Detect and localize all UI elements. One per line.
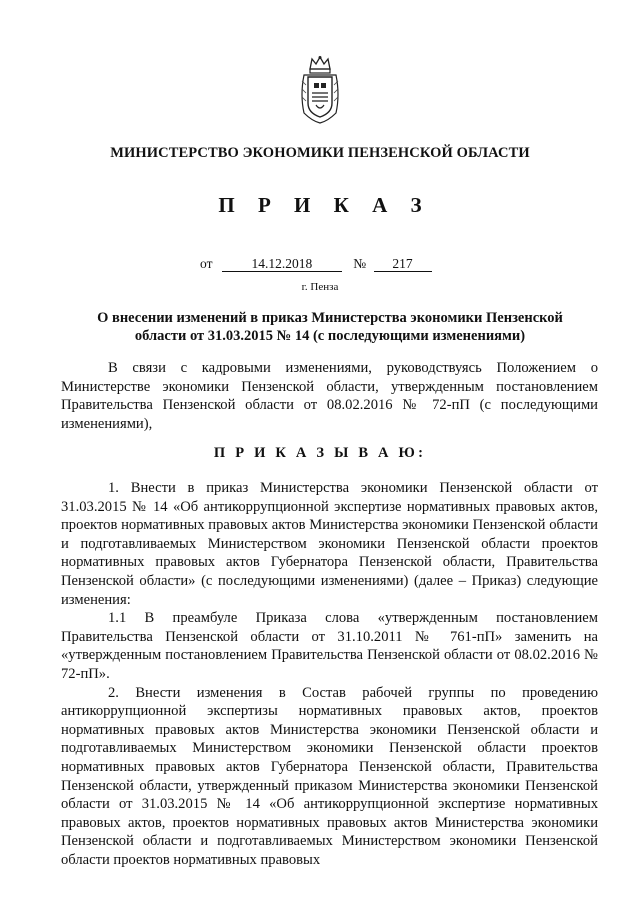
preamble xyxy=(61,359,598,433)
paragraph-1-1: 1.1 В преамбуле Приказа слова «утвержденным постановлением Правительства Пензенской области от 31.10.2011 № 761-пП» заменить на «утвержденным постановлением Правительства Пензенской области от 08.02.2016 № 72-пП». xyxy=(61,610,598,682)
preamble-text: В связи с кадровыми изменениями, руководствуясь Положением о Министерстве экономики Пензенской области, утвержденным постановлением Правительства Пензенской области от 08.02.2016 № 72-пП (с последующими изменениями), xyxy=(61,360,598,432)
from-label: от xyxy=(200,256,213,271)
order-date-number-line xyxy=(200,256,432,272)
order-subject: О внесении изменений в приказ Министерства экономики Пензенской области от 31.03.2015 № 14 (с последующими изменениями) xyxy=(97,310,563,344)
document-title: П Р И К А З xyxy=(218,193,431,217)
city: г. Пенза xyxy=(301,281,339,293)
number-label: № xyxy=(353,256,367,271)
ministry-name: МИНИСТЕРСТВО ЭКОНОМИКИ ПЕНЗЕНСКОЙ ОБЛАСТИ xyxy=(110,145,530,161)
order-number: 217 xyxy=(374,257,432,272)
order-date: 14.12.2018 xyxy=(222,257,342,272)
paragraph-1: 1. Внести в приказ Министерства экономики Пензенской области от 31.03.2015 № 14 «Об антикоррупционной экспертизе нормативных правовых актов, проектов нормативных правовых актов Министерства экономики Пензенской области и подготавливаемых Министерством экономики Пензенской области проектов нормативных правовых актов Губернатора Пензенской области, Правительства Пензенской области» (с последующими изменениями) (далее – Приказ) следующие изменения: xyxy=(61,480,598,608)
paragraph-2: 2. Внести изменения в Состав рабочей группы по проведению антикоррупционной экспертизы нормативных правовых актов, проектов нормативных правовых актов Министерства экономики Пензенской области и подготавливаемых Министерством экономики Пензенской области проектов нормативных правовых актов Губернатора Пензенской области, Правительства Пензенской области, утвержденный приказом Министерства экономики Пензенской области от 31.03.2015 № 14 «Об антикоррупционной экспертизе нормативных правовых актов, проектов нормативных правовых актов Министерства экономики Пензенской области и подготавливаемых Министерством экономики Пензенской области проектов нормативных правовых xyxy=(61,684,598,868)
coat-of-arms-icon xyxy=(298,55,342,125)
order-body xyxy=(61,479,598,869)
decree-heading: П Р И К А З Ы В А Ю: xyxy=(213,445,427,461)
